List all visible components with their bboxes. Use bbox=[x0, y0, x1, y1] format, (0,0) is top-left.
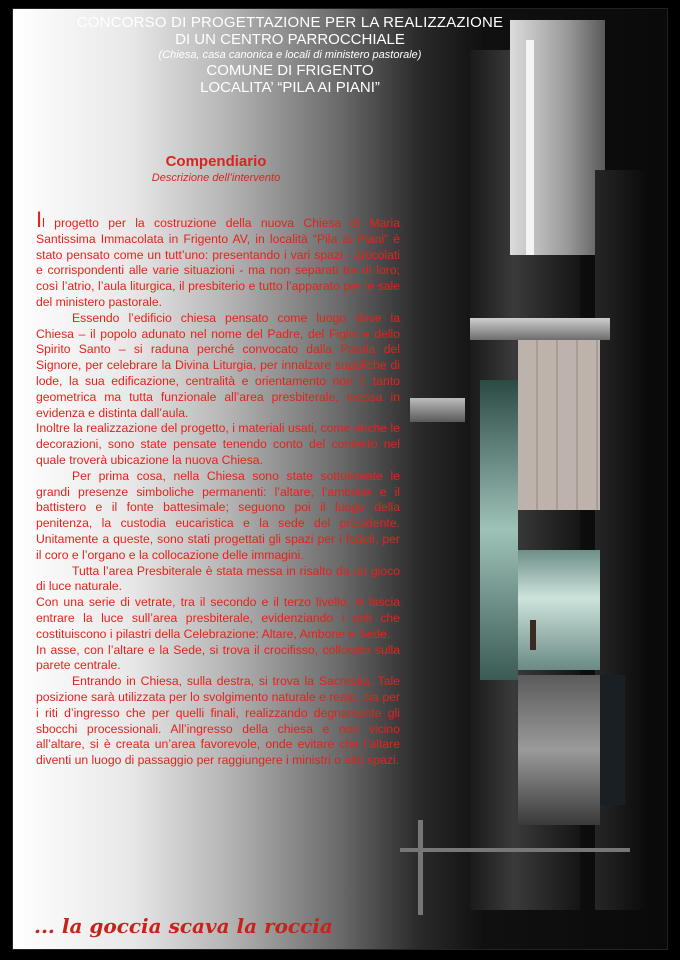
render-tower-edge bbox=[526, 40, 534, 255]
render-cross-bar bbox=[400, 848, 630, 852]
church-render bbox=[400, 20, 655, 920]
section-title: Compendiario bbox=[165, 153, 267, 170]
paragraph-3: Inoltre la realizzazione del progetto, i materiali usati, come anche le decorazioni, sono state pensate tenendo conto del contesto nel quale troverà ubicazione la nuova Chiesa. bbox=[36, 421, 400, 467]
motto: ... la goccia scava la roccia bbox=[34, 914, 333, 938]
header-line-2: DI UN CENTRO PARROCCHIALE bbox=[175, 31, 405, 48]
paragraph-7: In asse, con l’altare e la Sede, si trova il crocifisso, collocato sulla parete centrale. bbox=[36, 642, 400, 673]
render-slab bbox=[470, 318, 610, 340]
paragraph-6: Con una serie di vetrate, tra il secondo e il terzo livello, si lascia entrare la luce sull’area presbiterale, evidenziando i poli che costituiscono i pilastri della Celebrazione: Altare, Ambone e Sede. bbox=[36, 595, 400, 641]
paragraph-1-text: l progetto per la costruzione della nuova Chiesa di Maria Santissima Immacolata in Frigento AV, in località “Pila ai Piani” è stato pensato come un tutt’uno: presentando i vari spazi - articolati e corrispondenti alle varie situazioni - ma non separati tra di loro; così l’atrio, l’aula liturgica, il presbiterio e tutto l’apparato per le sale del ministero pastorale. bbox=[36, 216, 400, 309]
render-stone-wall bbox=[518, 340, 600, 510]
render-balcony bbox=[410, 398, 465, 422]
section-subtitle: Descrizione dell’intervento bbox=[151, 172, 281, 184]
render-glass-left bbox=[480, 380, 518, 680]
header-line-3: (Chiesa, casa canonica e locali di ministero pastorale) bbox=[158, 49, 422, 61]
description-text bbox=[36, 207, 400, 769]
render-crucifix bbox=[530, 620, 536, 650]
render-glass-centre bbox=[518, 550, 600, 670]
paragraph-2: Essendo l’edificio chiesa pensato come luogo dove la Chiesa – il popolo adunato nel nome del Padre, del Figlio e dello Spirito Santo – si raduna perché convocato dalla Parola del Signore, per celebrare la Divina Liturgia, per innalzare suppliche di lode, la sua edificazione, centralità e orientamento non è tanto geometrica ma tutta funzionale all’area presbiterale, messa in evidenza e distinta dall’aula. bbox=[36, 310, 400, 420]
paragraph-1 bbox=[36, 207, 400, 311]
paragraph-8: Entrando in Chiesa, sulla destra, si trova la Sacrestia. Tale posizione sarà utilizzata per lo svolgimento naturale e reale, sia per i riti d’ingresso che per quelli finali, realizzando degnamente gli sbocchi processionali. All’ingresso della chiesa e non vicino all’altare, si è creata un’area favorevole, onde evitare che l’altare diventi un luogo di passaggio per raggiungere i ministri o altri spazi. bbox=[36, 674, 400, 768]
drop-cap: I bbox=[36, 207, 43, 232]
render-tower-top bbox=[510, 20, 605, 255]
paragraph-4: Per prima cosa, nella Chiesa sono state sottolineate le grandi presenze simboliche permanenti: l’altare, l’ambone e il battistero e il fonte battesimale; seguono poi il luogo della penitenza, la custodia eucaristica e la sede del presidente. Unitamente a queste, sono stati progettati gli spazi per i fedeli, per il coro e l’organo e la collocazione delle immagini. bbox=[36, 468, 400, 562]
header-line-5: LOCALITA’ “PILA AI PIANI” bbox=[200, 79, 380, 96]
paragraph-5: Tutta l’area Presbiterale è stata messa in risalto da un gioco di luce naturale. bbox=[36, 563, 400, 594]
render-dark-panel bbox=[600, 675, 625, 805]
render-cross-post bbox=[418, 820, 423, 915]
header-line-4: COMUNE DI FRIGENTO bbox=[206, 62, 374, 79]
render-interior bbox=[518, 675, 600, 825]
header-line-1: CONCORSO DI PROGETTAZIONE PER LA REALIZZAZIONE bbox=[76, 14, 504, 31]
